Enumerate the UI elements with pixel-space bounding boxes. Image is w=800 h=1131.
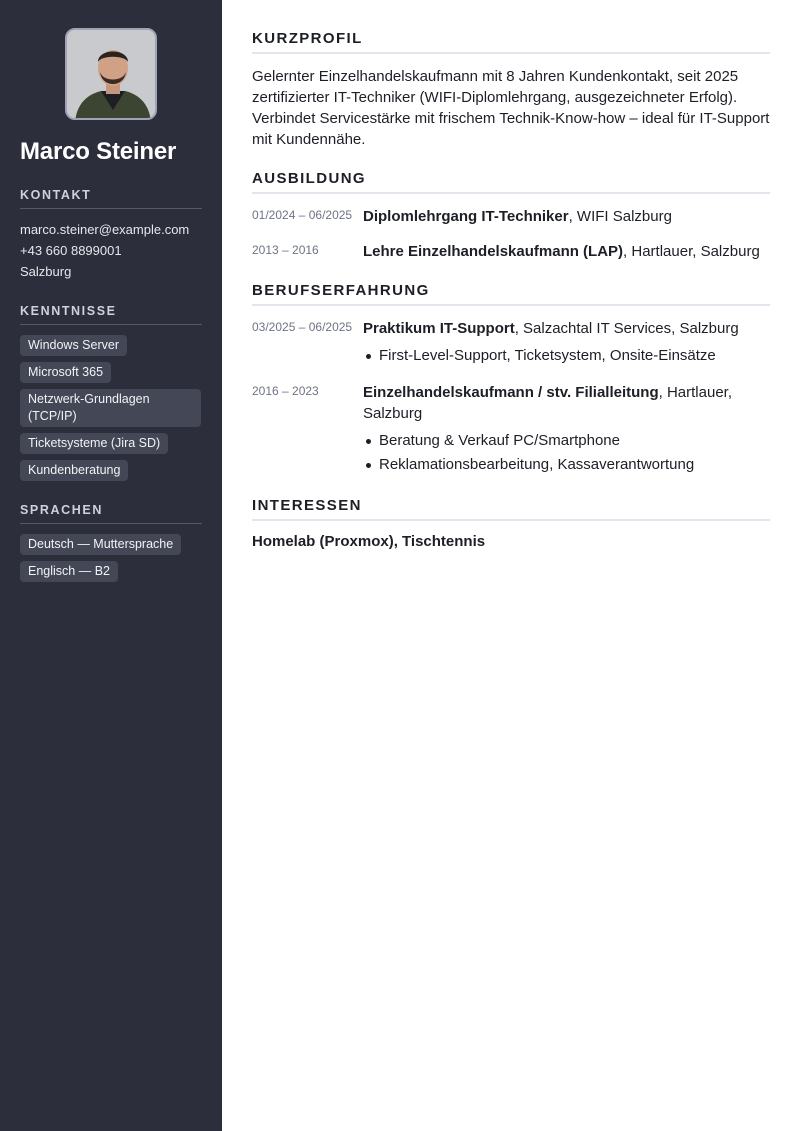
profile-heading: KURZPROFIL <box>252 30 770 54</box>
person-name: Marco Steiner <box>20 138 177 165</box>
contact-email: marco.steiner@example.com <box>20 222 190 237</box>
avatar <box>67 30 157 120</box>
education-section <box>252 170 770 262</box>
entry-place: , Hartlauer, Salzburg <box>363 384 732 422</box>
contact-phone: +43 660 8899001 <box>20 243 122 258</box>
skill-chip: Windows Server <box>20 335 127 356</box>
bullet-item: First-Level-Support, Ticketsystem, Onsite-Einsätze <box>379 344 770 368</box>
languages-list <box>20 534 202 582</box>
entry-title: Diplomlehrgang IT-Techniker <box>363 208 569 225</box>
experience-heading: BERUFSERFAHRUNG <box>252 282 770 306</box>
skill-chip: Microsoft 365 <box>20 362 111 383</box>
skill-chip: Ticketsysteme (Jira SD) <box>20 433 168 454</box>
skills-list <box>20 335 202 481</box>
languages-heading: SPRACHEN <box>20 503 202 524</box>
language-chip: Deutsch — Muttersprache <box>20 534 181 555</box>
profile-text: Gelernter Einzelhandelskaufmann mit 8 Jahren Kundenkontakt, seit 2025 zertifizierter IT-Techniker (WIFI-Diplomlehrgang, ausgezeichneter Erfolg). Verbindet Servicestärke mit frischem Technik-Know-how – ideal für IT-Support mit Kundennähe. <box>252 68 770 148</box>
interests-text: Homelab (Proxmox), Tischtennis <box>252 533 486 550</box>
entry-place: , Salzachtal IT Services, Salzburg <box>514 320 739 337</box>
contact-list <box>20 219 202 282</box>
skill-chip: Kundenberatung <box>20 460 128 481</box>
profile-section <box>252 30 770 150</box>
entry-title: Einzelhandelskaufmann / stv. Filialleitung <box>363 384 659 401</box>
sidebar <box>0 0 222 1131</box>
profile-photo <box>65 28 157 120</box>
experience-entry <box>252 382 770 477</box>
education-heading: AUSBILDUNG <box>252 170 770 194</box>
education-entry <box>252 241 770 262</box>
interests-section <box>252 497 770 550</box>
bullet-item: Beratung & Verkauf PC/Smartphone <box>379 429 770 453</box>
entry-date: 2013 – 2016 <box>252 243 319 257</box>
entry-bullets <box>363 429 770 477</box>
entry-title: Praktikum IT-Support <box>363 320 515 337</box>
skills-heading: KENNTNISSE <box>20 304 202 325</box>
skill-chip: Netzwerk-Grundlagen (TCP/IP) <box>20 389 201 427</box>
experience-section <box>252 282 770 477</box>
main-content <box>222 0 800 1131</box>
experience-entry <box>252 318 770 368</box>
contact-location: Salzburg <box>20 264 72 279</box>
interests-heading: INTERESSEN <box>252 497 770 521</box>
entry-place: , WIFI Salzburg <box>568 208 672 225</box>
entry-title: Lehre Einzelhandelskaufmann (LAP) <box>363 243 624 260</box>
entry-date: 01/2024 – 06/2025 <box>252 208 353 222</box>
bullet-item: Reklamationsbearbeitung, Kassaverantwortung <box>379 453 770 477</box>
entry-place: , Hartlauer, Salzburg <box>623 243 760 260</box>
entry-date: 03/2025 – 06/2025 <box>252 320 353 334</box>
education-entry <box>252 206 770 227</box>
entry-date: 2016 – 2023 <box>252 384 319 398</box>
contact-heading: KONTAKT <box>20 188 202 209</box>
language-chip: Englisch — B2 <box>20 561 118 582</box>
entry-bullets <box>363 344 770 368</box>
